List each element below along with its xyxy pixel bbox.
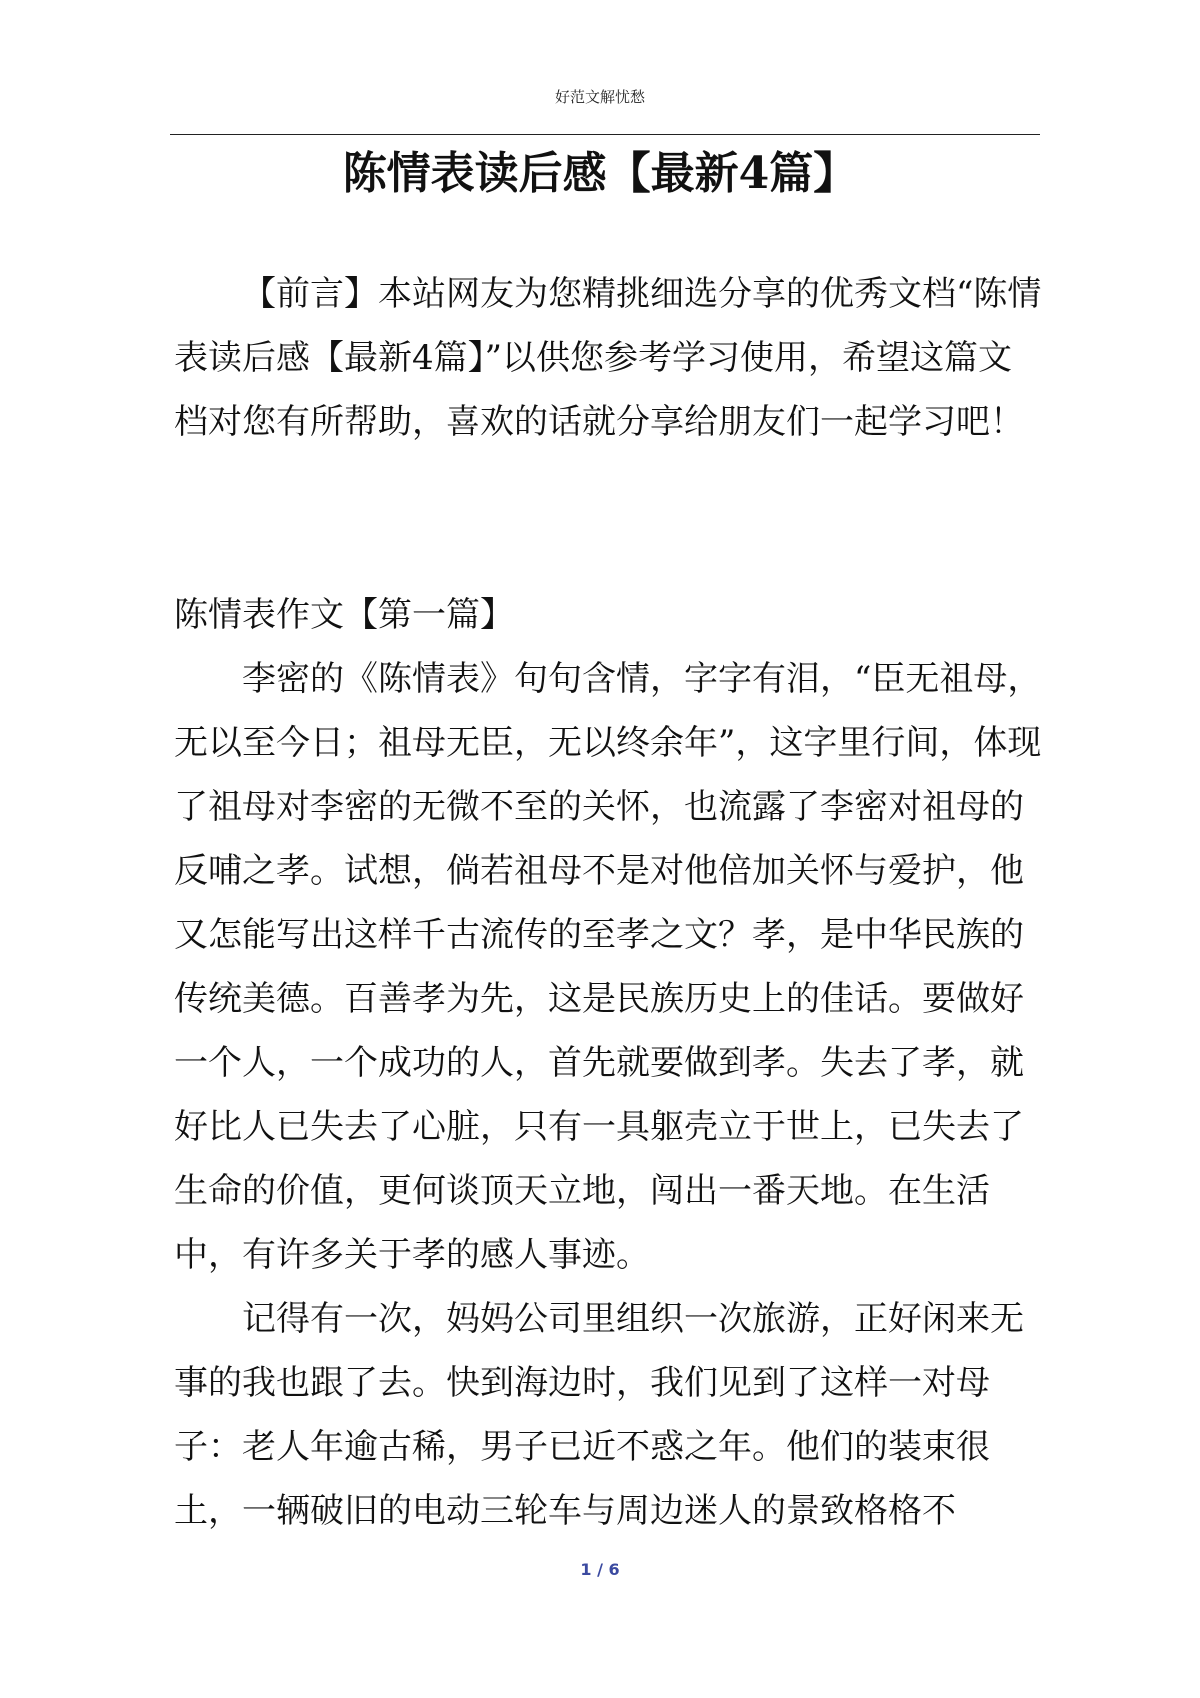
intro-block xyxy=(174,262,1042,454)
section-first xyxy=(174,583,1042,1543)
section-heading: 陈情表作文【第一篇】 xyxy=(174,595,514,635)
body-paragraph: 记得有一次，妈妈公司里组织一次旅游，正好闲来无事的我也跟了去。快到海边时，我们见到了这样一对母子：老人年逾古稀，男子已近不惑之年。他们的装束很土，一辆破旧的电动三轮车与周边迷人的景致格格不 xyxy=(174,1299,1024,1531)
intro-paragraph: 【前言】本站网友为您精挑细选分享的优秀文档“陈情表读后感【最新4篇】”以供您参考学习使用，希望这篇文档对您有所帮助，喜欢的话就分享给朋友们一起学习吧！ xyxy=(174,274,1042,442)
header-divider xyxy=(170,134,1040,135)
body-paragraph: 李密的《陈情表》句句含情，字字有泪，“臣无祖母，无以至今日；祖母无臣，无以终余年”，这字里行间，体现了祖母对李密的无微不至的关怀，也流露了李密对祖母的反哺之孝。试想，倘若祖母不是对他倍加关怀与爱护，他又怎能写出这样千古流传的至孝之文？孝，是中华民族的传统美德。百善孝为先，这是民族历史上的佳话。要做好一个人，一个成功的人，首先就要做到孝。失去了孝，就好比人已失去了心脏，只有一具躯壳立于世上，已失去了生命的价值，更何谈顶天立地，闯出一番天地。在生活中，有许多关于孝的感人事迹。 xyxy=(174,659,1042,1275)
document-title: 陈情表读后感【最新4篇】 xyxy=(342,148,858,199)
page-header: 好范文解忧愁 xyxy=(554,88,645,106)
page-number: 1 / 6 xyxy=(580,1560,620,1579)
